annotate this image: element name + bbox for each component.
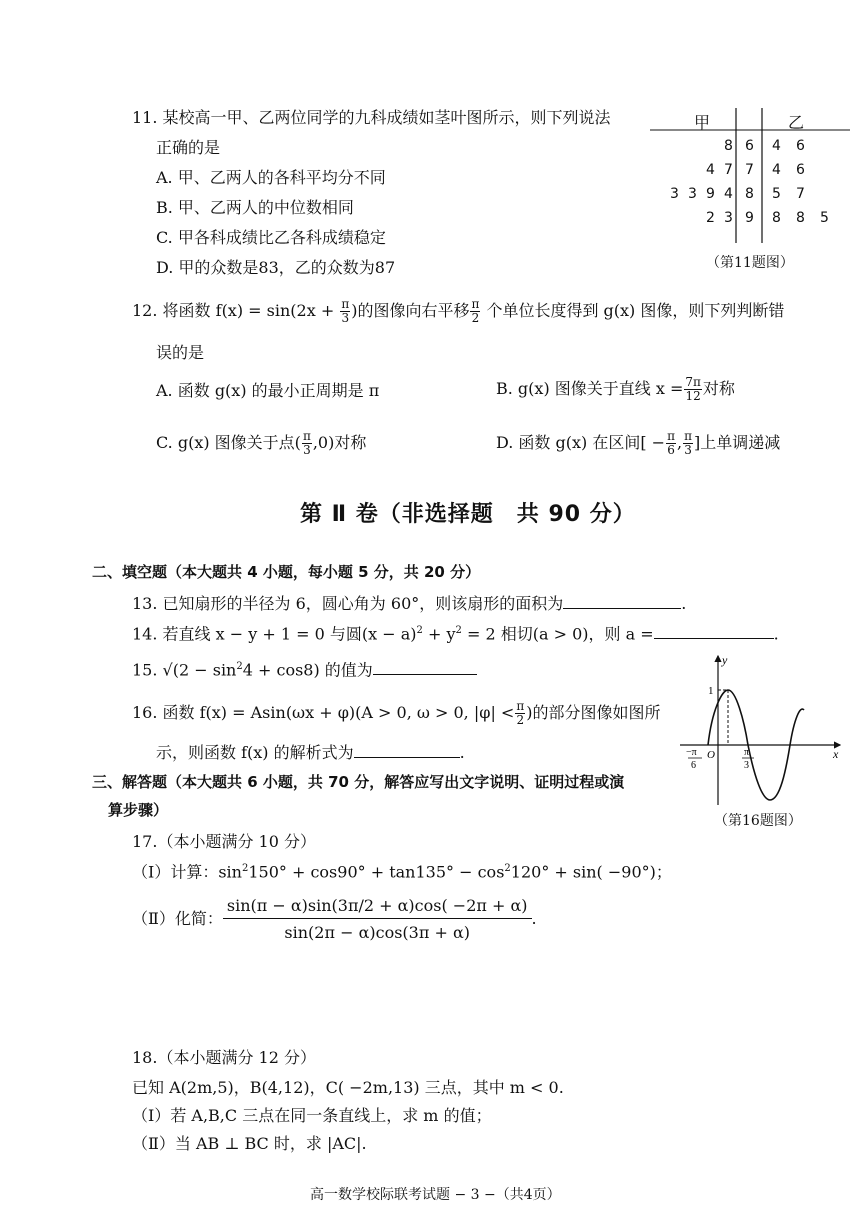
q16-graph-svg xyxy=(680,650,845,810)
stem-leaf-stem: 7 xyxy=(745,162,754,178)
q17-1-text1: （Ⅰ）计算：sin xyxy=(132,862,242,882)
q17-1-sup1: 2 xyxy=(241,863,249,874)
q12-c-frac xyxy=(302,430,312,457)
q16-y-label: y xyxy=(722,653,728,667)
stem-leaf-stem: 6 xyxy=(745,138,754,154)
q16-six-label: 6 xyxy=(691,760,696,771)
q16-caption: （第16题图） xyxy=(714,813,802,829)
q14-blank[interactable] xyxy=(654,638,774,639)
stem-leaf-plot xyxy=(650,108,850,248)
q12-part2: )的图像向右平移 xyxy=(351,301,470,321)
q11-option-d: D. 甲的众数是83，乙的众数为87 xyxy=(156,258,396,277)
q12-frac-pi3 xyxy=(340,298,350,325)
q12-b-text1: B. g(x) 图像关于直线 x = xyxy=(496,379,684,399)
q11-option-a: A. 甲、乙两人的各科平均分不同 xyxy=(156,168,386,187)
q15-sup: 2 xyxy=(236,661,243,672)
q12-frac2-den: 2 xyxy=(471,311,480,326)
q12-d-num1: π xyxy=(667,429,675,443)
q16-graph xyxy=(680,650,845,810)
q16-text2: )的部分图像如图所 xyxy=(526,703,661,723)
stem-leaf-left-leaf: 3 xyxy=(724,210,733,226)
q12-d-den2: 3 xyxy=(684,443,692,458)
q17-2-end: . xyxy=(531,909,537,928)
q11-stem: 11. 某校高一甲、乙两位同学的九科成绩如茎叶图所示，则下列说法 xyxy=(132,108,611,127)
q13-text: 13. 已知扇形的半径为 6，圆心角为 60°，则该扇形的面积为 xyxy=(132,594,564,613)
q16-frac xyxy=(515,700,525,727)
stem-leaf-left-leaf: 3 xyxy=(688,186,697,202)
q16-frac-num: π xyxy=(516,699,525,713)
q12-d-comma: , xyxy=(676,433,683,453)
stem-leaf-right-leaf: 5 xyxy=(772,186,781,202)
q12-d-num2: π xyxy=(684,429,692,443)
stem-leaf-left-header: 甲 xyxy=(694,113,711,132)
q12-d-frac2 xyxy=(683,430,693,457)
q12-frac-pi2 xyxy=(470,298,480,325)
q12-frac2-num: π xyxy=(471,297,480,311)
stem-leaf-left-leaf: 4 xyxy=(706,162,715,178)
q12-frac-num: π xyxy=(341,297,350,311)
q14-sup1: 2 xyxy=(416,625,423,636)
q12-b-frac xyxy=(684,376,702,403)
q14-text2: + y xyxy=(422,624,456,644)
stem-leaf-left-leaf: 4 xyxy=(724,186,733,202)
stem-leaf-right-header: 乙 xyxy=(788,113,805,132)
q12-option-c xyxy=(156,430,366,457)
q16-frac-den: 2 xyxy=(516,713,525,728)
q12-part4: 误的是 xyxy=(156,343,205,362)
q13: 13. 已知扇形的半径为 6，圆心角为 60°，则该扇形的面积为 . xyxy=(132,594,687,613)
q11-caption: （第11题图） xyxy=(706,255,794,271)
q17-2-label: （Ⅱ）化简： xyxy=(132,909,223,928)
q16-origin-label: O xyxy=(707,749,715,761)
q16-line2: 示，则函数 f(x) 的解析式为 . xyxy=(156,743,465,762)
q17-1-text3: 120° + sin( −90°)； xyxy=(510,862,672,882)
stem-leaf-right-leaf: 7 xyxy=(796,186,805,202)
q12-c-den: 3 xyxy=(303,443,311,458)
stem-leaf-right-leaf: 4 xyxy=(772,162,781,178)
q18-title: 18.（本小题满分 12 分） xyxy=(132,1048,316,1067)
q15 xyxy=(132,662,477,678)
stem-leaf-left-leaf: 8 xyxy=(724,138,733,154)
stem-leaf-right-leaf: 5 xyxy=(820,210,829,226)
sec3-heading1: 三、解答题（本大题共 6 小题，共 70 分，解答应写出文字说明、证明过程或演 xyxy=(92,773,625,791)
q16-negpi-label: −π xyxy=(686,747,697,758)
stem-leaf-lines xyxy=(650,108,850,248)
q16-text1: 16. 函数 f(x) = Asin(ωx + φ)(A > 0, ω > 0, |φ| < xyxy=(132,703,515,723)
q15-text1: 15. √(2 − sin xyxy=(132,660,237,680)
q11-option-b: B. 甲、乙两人的中位数相同 xyxy=(156,198,354,217)
q17-part2 xyxy=(132,898,537,941)
stem-leaf-right-leaf: 4 xyxy=(772,138,781,154)
stem-leaf-right-leaf: 6 xyxy=(796,162,805,178)
q17-1-text2: 150° + cos90° + tan135° − cos xyxy=(248,862,505,882)
q14: 14. 若直线 x − y + 1 = 0 与圆$(x - a)^2 + y^2 = 2$ 相切(a > 0)，则 a = . xyxy=(132,624,779,644)
q17-2-denominator: sin(2π − α)cos(3π + α) xyxy=(284,923,470,942)
stem-leaf-stem: 8 xyxy=(745,186,754,202)
q16-x-label: x xyxy=(833,747,839,761)
q11-option-c: C. 甲各科成绩比乙各科成绩稳定 xyxy=(156,228,386,247)
q12-part3: 个单位长度得到 g(x) 图像，则下列判断错 xyxy=(486,301,785,321)
q12-b-text2: 对称 xyxy=(702,379,735,399)
q18-part1: （Ⅰ）若 A,B,C 三点在同一条直线上，求 m 的值； xyxy=(132,1106,492,1125)
q12-d-text1: D. 函数 g(x) 在区间[ − xyxy=(496,433,666,453)
q12-b-num: 7π xyxy=(685,375,701,389)
q16-text3: 示，则函数 f(x) 的解析式为 xyxy=(156,743,354,762)
q16-one-label: 1 xyxy=(708,685,714,697)
stem-leaf-left-leaf: 2 xyxy=(706,210,715,226)
q18-given: 已知 A(2m,5)，B(4,12)，C( −2m,13) 三点，其中 m < 0. xyxy=(132,1078,564,1097)
part2-title: 第 Ⅱ 卷（非选择题 共 90 分） xyxy=(300,502,636,527)
q17-1-sup2: 2 xyxy=(504,863,511,874)
q14-sup2: 2 xyxy=(455,625,462,636)
q12-option-d xyxy=(496,430,780,457)
q16-blank[interactable] xyxy=(354,757,460,758)
q13-blank[interactable] xyxy=(563,608,681,609)
q14-text3: = 2 相切(a > 0)，则 a = xyxy=(461,624,654,644)
stem-leaf-stem: 9 xyxy=(745,210,754,226)
q17-2-numerator: sin(π − α)sin(3π/2 + α)cos( −2π + α) xyxy=(223,898,532,919)
stem-leaf-right-leaf: 6 xyxy=(796,138,805,154)
q11-stem2: 正确的是 xyxy=(156,138,221,157)
q16-line1 xyxy=(132,700,660,727)
q12-d-frac1 xyxy=(666,430,676,457)
q17-2-fraction xyxy=(223,898,532,941)
q12-c-text2: ,0)对称 xyxy=(312,433,367,453)
sec3-heading2: 算步骤） xyxy=(108,801,169,819)
q12-part1: 12. 将函数 xyxy=(132,301,211,321)
q12-function: f(x) = sin(2x + xyxy=(215,301,340,321)
sec2-heading: 二、填空题（本大题共 4 小题，每小题 5 分，共 20 分） xyxy=(92,563,481,581)
stem-leaf-left-leaf: 9 xyxy=(706,186,715,202)
stem-leaf-right-leaf: 8 xyxy=(772,210,781,226)
q12-frac-den: 3 xyxy=(341,311,350,326)
q17-part1 xyxy=(132,864,672,880)
q16-pi-label: π xyxy=(744,747,750,758)
q12-c-num: π xyxy=(302,429,311,443)
q12-line1 xyxy=(132,298,784,325)
stem-leaf-left-leaf: 7 xyxy=(724,162,733,178)
q15-blank[interactable] xyxy=(373,674,477,675)
q12-c-text1: C. g(x) 图像关于点( xyxy=(156,433,301,453)
q12-option-b xyxy=(496,376,735,403)
q15-text2: 4 + cos8) 的值为 xyxy=(242,660,373,680)
stem-leaf-left-leaf: 3 xyxy=(670,186,679,202)
stem-leaf-right-leaf: 8 xyxy=(796,210,805,226)
q12-d-text2: ]上单调递减 xyxy=(693,433,781,453)
q17-title: 17.（本小题满分 10 分） xyxy=(132,832,316,851)
page-footer: 高一数学校际联考试题 − 3 −（共4页） xyxy=(310,1187,561,1203)
q12-d-den1: 6 xyxy=(667,443,675,458)
q12-b-den: 12 xyxy=(685,389,701,404)
q14-text1: 14. 若直线 x − y + 1 = 0 与圆(x − a) xyxy=(132,624,417,644)
q18-part2: （Ⅱ）当 AB ⊥ BC 时，求 |AC|. xyxy=(132,1134,367,1153)
q12-option-a: A. 函数 g(x) 的最小正周期是 π xyxy=(156,381,380,400)
q16-three-label: 3 xyxy=(744,760,749,771)
